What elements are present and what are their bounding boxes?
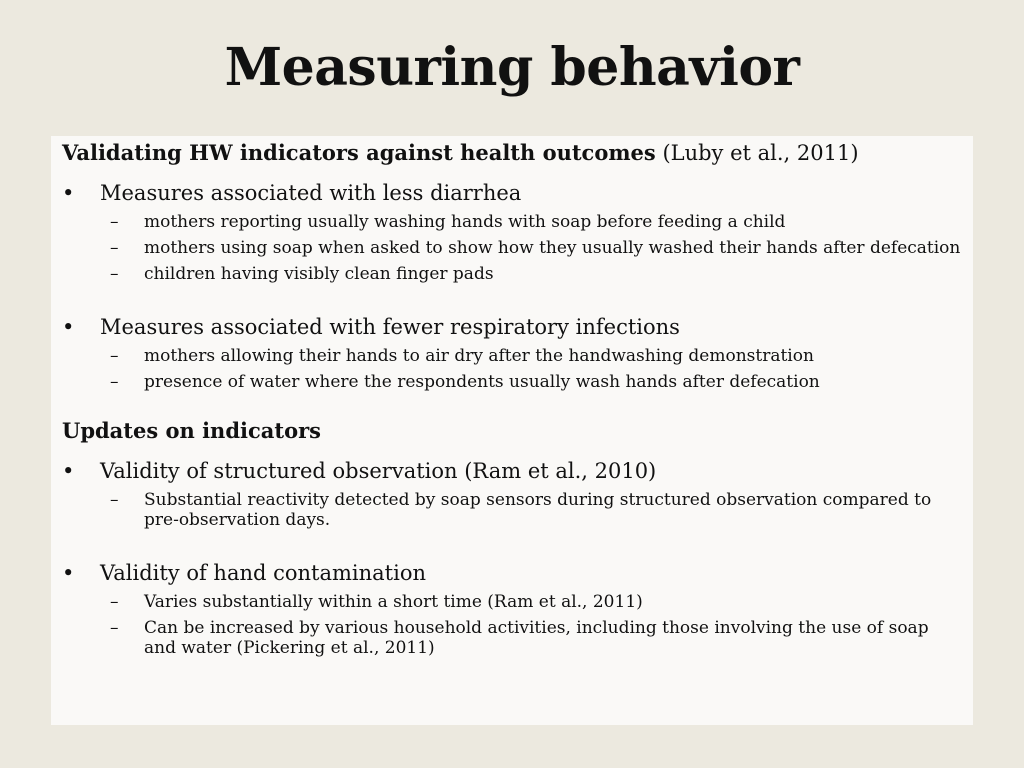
bullet-less-diarrhea <box>62 180 961 206</box>
section-heading-validating <box>62 138 961 168</box>
bullet-structured-observation <box>62 458 961 484</box>
sub-bullet <box>62 592 961 612</box>
bullet-marker: • <box>62 561 75 585</box>
bullet-text: Validity of structured observation (Ram et al., 2010) <box>100 459 657 483</box>
sub-bullet-text: mothers reporting usually washing hands with soap before feeding a child <box>144 212 786 232</box>
sublist-less-diarrhea <box>62 212 961 284</box>
slide-title: Measuring behavior <box>224 37 800 98</box>
sub-bullet <box>62 372 961 392</box>
bullet-hand-contamination <box>62 560 961 586</box>
sub-bullet <box>62 212 961 232</box>
sub-bullet-text: Substantial reactivity detected by soap sensors during structured observation compared to pre-observation days. <box>144 490 932 530</box>
sublist-hand-contamination <box>62 592 961 658</box>
sublist-respiratory-infections <box>62 346 961 392</box>
bullet-marker: • <box>62 181 75 205</box>
sub-bullet <box>62 346 961 366</box>
sub-bullet <box>62 618 961 658</box>
dash-marker: – <box>110 238 119 258</box>
section-heading-text: Validating HW indicators against health outcomes <box>62 140 656 165</box>
dash-marker: – <box>110 264 119 284</box>
sub-bullet-text: presence of water where the respondents usually wash hands after defecation <box>144 372 820 392</box>
sub-bullet-text: children having visibly clean finger pads <box>144 264 494 284</box>
bullet-marker: • <box>62 315 75 339</box>
dash-marker: – <box>110 346 119 366</box>
sub-bullet-text: Can be increased by various household activities, including those involving the use of soap and water (Pickering et al., 2011) <box>144 618 929 658</box>
bullet-text: Measures associated with fewer respiratory infections <box>100 315 680 339</box>
section-heading-text: Updates on indicators <box>62 418 321 443</box>
sub-bullet <box>62 264 961 284</box>
sublist-structured-observation <box>62 490 961 530</box>
sub-bullet-text: mothers using soap when asked to show how they usually washed their hands after defecation <box>144 238 961 258</box>
sub-bullet-text: mothers allowing their hands to air dry after the handwashing demonstration <box>144 346 814 366</box>
section-heading-updates <box>62 416 961 446</box>
sub-bullet <box>62 490 961 530</box>
dash-marker: – <box>110 372 119 392</box>
dash-marker: – <box>110 490 119 510</box>
bullet-respiratory-infections <box>62 314 961 340</box>
sub-bullet <box>62 238 961 258</box>
section-citation: (Luby et al., 2011) <box>662 141 859 165</box>
dash-marker: – <box>110 592 119 612</box>
bullet-text: Validity of hand contamination <box>100 561 426 585</box>
dash-marker: – <box>110 618 119 638</box>
bullet-text: Measures associated with less diarrhea <box>100 181 522 205</box>
sub-bullet-text: Varies substantially within a short time (Ram et al., 2011) <box>144 592 643 612</box>
dash-marker: – <box>110 212 119 232</box>
content-box <box>51 136 973 725</box>
bullet-marker: • <box>62 459 75 483</box>
